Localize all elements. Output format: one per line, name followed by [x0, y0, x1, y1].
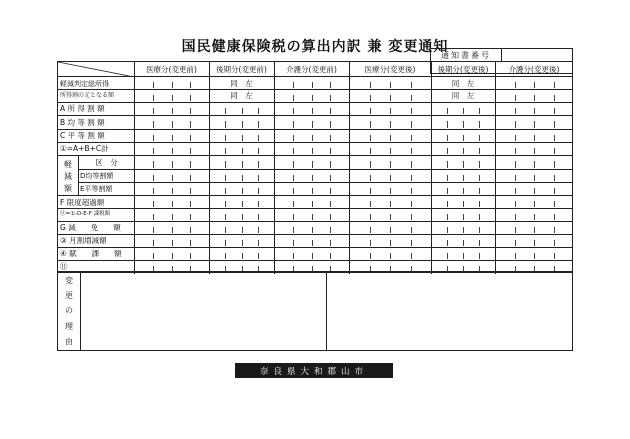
digit-tick	[172, 121, 173, 128]
digit-tick	[330, 121, 331, 128]
digit-tick	[225, 240, 226, 247]
reason-char: 更	[65, 291, 73, 301]
digit-tick	[479, 227, 480, 234]
digit-tick	[293, 82, 294, 89]
reduction-group-label	[61, 157, 75, 197]
divider	[431, 62, 432, 274]
digit-tick	[447, 148, 448, 155]
digit-tick	[293, 201, 294, 208]
row-label-taxable: ⑪=①-D-E-F 課税額	[60, 211, 111, 218]
digit-tick	[242, 201, 243, 208]
digit-tick	[225, 148, 226, 155]
digit-tick	[293, 240, 294, 247]
digit-tick	[447, 253, 448, 260]
digit-tick	[153, 108, 154, 115]
digit-tick	[479, 121, 480, 128]
digit-tick	[190, 95, 191, 102]
digit-tick	[330, 148, 331, 155]
digit-tick	[242, 121, 243, 128]
digit-tick	[330, 175, 331, 182]
digit-tick	[370, 121, 371, 128]
digit-tick	[293, 214, 294, 221]
digit-tick	[411, 214, 412, 221]
digit-tick	[390, 82, 391, 89]
digit-tick	[411, 201, 412, 208]
digit-tick	[293, 188, 294, 195]
digit-tick	[312, 161, 313, 168]
row-label-income-base: 所得割の元となる額	[60, 92, 115, 99]
digit-tick	[534, 148, 535, 155]
digit-tick	[390, 175, 391, 182]
row-label-subtotal: ①=A+B+C計	[60, 144, 109, 154]
digit-tick	[330, 201, 331, 208]
digit-tick	[479, 253, 480, 260]
digit-tick	[515, 95, 516, 102]
digit-tick	[153, 253, 154, 260]
digit-tick	[330, 95, 331, 102]
row-label-reduction-d: D均等割額	[80, 171, 114, 180]
digit-tick	[153, 82, 154, 89]
digit-tick	[312, 135, 313, 142]
digit-tick	[370, 188, 371, 195]
digit-tick	[190, 175, 191, 182]
header-medical-after: 医療分(変更後)	[364, 64, 416, 74]
digit-tick	[293, 227, 294, 234]
reason-char: の	[65, 306, 73, 316]
digit-tick	[153, 161, 154, 168]
digit-tick	[190, 148, 191, 155]
digit-tick	[242, 214, 243, 221]
digit-tick	[390, 201, 391, 208]
digit-tick	[172, 82, 173, 89]
digit-tick	[330, 135, 331, 142]
digit-tick	[447, 240, 448, 247]
digit-tick	[330, 214, 331, 221]
digit-tick	[258, 227, 259, 234]
digit-tick	[172, 135, 173, 142]
digit-tick	[515, 188, 516, 195]
divider	[134, 62, 135, 274]
same-as-left-1: 同 左	[230, 79, 253, 89]
digit-tick	[190, 253, 191, 260]
divider	[78, 155, 79, 195]
digit-tick	[293, 161, 294, 168]
digit-tick	[293, 175, 294, 182]
digit-tick	[225, 121, 226, 128]
digit-tick	[293, 95, 294, 102]
digit-tick	[554, 201, 555, 208]
digit-tick	[534, 253, 535, 260]
digit-tick	[463, 108, 464, 115]
digit-tick	[153, 188, 154, 195]
digit-tick	[554, 108, 555, 115]
digit-tick	[242, 135, 243, 142]
divider	[495, 62, 496, 274]
digit-tick	[411, 95, 412, 102]
digit-tick	[370, 214, 371, 221]
digit-tick	[293, 108, 294, 115]
digit-tick	[534, 135, 535, 142]
digit-tick	[153, 95, 154, 102]
digit-tick	[242, 227, 243, 234]
digit-tick	[534, 108, 535, 115]
digit-tick	[479, 148, 480, 155]
row-label-exemption: G 減 免 額	[60, 223, 121, 233]
digit-tick	[411, 121, 412, 128]
digit-tick	[312, 201, 313, 208]
digit-tick	[172, 188, 173, 195]
digit-tick	[370, 82, 371, 89]
digit-tick	[225, 161, 226, 168]
digit-tick	[312, 240, 313, 247]
header-care-after: 介護分(変更後)	[508, 64, 560, 74]
digit-tick	[242, 108, 243, 115]
digit-tick	[172, 148, 173, 155]
digit-tick	[534, 95, 535, 102]
digit-tick	[447, 121, 448, 128]
digit-tick	[242, 148, 243, 155]
digit-tick	[330, 240, 331, 247]
digit-tick	[554, 82, 555, 89]
digit-tick	[242, 253, 243, 260]
digit-tick	[330, 227, 331, 234]
digit-tick	[258, 201, 259, 208]
digit-tick	[515, 201, 516, 208]
reduction-char-2: 減	[64, 172, 72, 181]
digit-tick	[190, 135, 191, 142]
issuer-banner: 奈良県大和郡山市	[235, 363, 393, 378]
digit-tick	[515, 227, 516, 234]
digit-tick	[293, 253, 294, 260]
digit-tick	[370, 227, 371, 234]
row-label-reduction-e: E平等割額	[80, 184, 113, 193]
digit-tick	[172, 175, 173, 182]
digit-tick	[190, 227, 191, 234]
digit-tick	[411, 82, 412, 89]
digit-tick	[447, 135, 448, 142]
digit-tick	[463, 148, 464, 155]
digit-tick	[312, 227, 313, 234]
digit-tick	[534, 121, 535, 128]
digit-tick	[515, 135, 516, 142]
row-label-income-test: 軽減判定総所得	[60, 79, 109, 88]
digit-tick	[554, 161, 555, 168]
same-as-left-4: 同 左	[451, 91, 475, 101]
digit-tick	[554, 95, 555, 102]
change-reason-box	[57, 271, 573, 351]
digit-tick	[172, 161, 173, 168]
digit-tick	[411, 108, 412, 115]
digit-tick	[515, 175, 516, 182]
notice-number-field[interactable]	[501, 49, 573, 61]
digit-tick	[515, 253, 516, 260]
digit-tick	[447, 188, 448, 195]
digit-tick	[411, 161, 412, 168]
digit-tick	[479, 161, 480, 168]
digit-tick	[479, 201, 480, 208]
row-label-income-levy: A 所 得 割 額	[60, 104, 105, 114]
digit-tick	[330, 82, 331, 89]
digit-tick	[479, 188, 480, 195]
rule	[78, 182, 573, 183]
digit-tick	[411, 135, 412, 142]
digit-tick	[153, 201, 154, 208]
digit-tick	[515, 121, 516, 128]
digit-tick	[463, 188, 464, 195]
digit-tick	[515, 148, 516, 155]
digit-tick	[225, 227, 226, 234]
row-label-assessed: ④ 賦 課 額	[60, 249, 122, 259]
divider	[349, 62, 350, 274]
digit-tick	[242, 161, 243, 168]
header-care-before: 介護分(変更前)	[286, 64, 337, 74]
digit-tick	[312, 175, 313, 182]
digit-tick	[370, 201, 371, 208]
digit-tick	[172, 227, 173, 234]
digit-tick	[390, 161, 391, 168]
digit-tick	[411, 227, 412, 234]
digit-tick	[390, 121, 391, 128]
row-label-category: 区 分	[95, 158, 118, 168]
digit-tick	[370, 148, 371, 155]
digit-tick	[447, 108, 448, 115]
digit-tick	[463, 253, 464, 260]
digit-tick	[172, 95, 173, 102]
digit-tick	[479, 108, 480, 115]
header-elderly-after: 後期分(変更後)	[437, 64, 489, 74]
digit-tick	[172, 214, 173, 221]
digit-tick	[293, 148, 294, 155]
digit-tick	[258, 188, 259, 195]
digit-tick	[225, 135, 226, 142]
digit-tick	[172, 201, 173, 208]
digit-tick	[312, 121, 313, 128]
digit-tick	[172, 108, 173, 115]
digit-tick	[411, 240, 412, 247]
notice-number-label: 通知書番号	[441, 51, 491, 60]
digit-tick	[534, 161, 535, 168]
digit-tick	[534, 214, 535, 221]
digit-tick	[153, 175, 154, 182]
reason-char: 由	[65, 336, 73, 346]
digit-tick	[190, 161, 191, 168]
digit-tick	[330, 161, 331, 168]
digit-tick	[411, 148, 412, 155]
row-label-final: ⑪	[60, 261, 68, 271]
digit-tick	[242, 240, 243, 247]
digit-tick	[258, 175, 259, 182]
digit-tick	[312, 188, 313, 195]
digit-tick	[172, 253, 173, 260]
digit-tick	[411, 253, 412, 260]
digit-tick	[447, 214, 448, 221]
digit-tick	[534, 240, 535, 247]
digit-tick	[463, 121, 464, 128]
digit-tick	[370, 175, 371, 182]
digit-tick	[370, 161, 371, 168]
row-label-per-household: C 平 等 割 額	[60, 131, 105, 141]
digit-tick	[447, 161, 448, 168]
digit-tick	[479, 175, 480, 182]
divider	[209, 62, 210, 274]
digit-tick	[554, 135, 555, 142]
digit-tick	[447, 227, 448, 234]
digit-tick	[479, 135, 480, 142]
digit-tick	[258, 161, 259, 168]
row-label-per-capita: B 均 等 割 額	[60, 118, 105, 128]
digit-tick	[225, 188, 226, 195]
digit-tick	[190, 108, 191, 115]
digit-tick	[312, 95, 313, 102]
digit-tick	[258, 214, 259, 221]
digit-tick	[258, 121, 259, 128]
digit-tick	[534, 227, 535, 234]
digit-tick	[258, 148, 259, 155]
digit-tick	[242, 188, 243, 195]
digit-tick	[390, 95, 391, 102]
digit-tick	[411, 175, 412, 182]
digit-tick	[370, 253, 371, 260]
digit-tick	[330, 253, 331, 260]
digit-tick	[190, 214, 191, 221]
digit-tick	[463, 175, 464, 182]
digit-tick	[190, 121, 191, 128]
digit-tick	[390, 188, 391, 195]
digit-tick	[190, 188, 191, 195]
digit-tick	[153, 214, 154, 221]
digit-tick	[463, 214, 464, 221]
digit-tick	[554, 214, 555, 221]
digit-tick	[258, 253, 259, 260]
change-reason-label	[58, 272, 80, 350]
digit-tick	[190, 201, 191, 208]
digit-tick	[293, 121, 294, 128]
digit-tick	[447, 175, 448, 182]
digit-tick	[225, 201, 226, 208]
digit-tick	[312, 148, 313, 155]
digit-tick	[554, 240, 555, 247]
reason-char: 変	[65, 276, 73, 286]
header-elderly-before: 後期分(変更前)	[216, 64, 267, 74]
digit-tick	[463, 135, 464, 142]
digit-tick	[534, 82, 535, 89]
digit-tick	[390, 253, 391, 260]
digit-tick	[225, 253, 226, 260]
digit-tick	[390, 135, 391, 142]
digit-tick	[534, 188, 535, 195]
digit-tick	[225, 175, 226, 182]
digit-tick	[293, 135, 294, 142]
digit-tick	[390, 108, 391, 115]
digit-tick	[554, 253, 555, 260]
document-title: 国民健康保険税の算出内訳 兼 変更通知	[181, 39, 449, 55]
digit-tick	[554, 227, 555, 234]
digit-tick	[153, 227, 154, 234]
digit-tick	[190, 240, 191, 247]
digit-tick	[554, 148, 555, 155]
digit-tick	[258, 135, 259, 142]
digit-tick	[515, 161, 516, 168]
digit-tick	[463, 240, 464, 247]
digit-tick	[554, 175, 555, 182]
digit-tick	[534, 175, 535, 182]
digit-tick	[153, 148, 154, 155]
reason-char: 理	[65, 321, 73, 331]
digit-tick	[447, 201, 448, 208]
digit-tick	[515, 214, 516, 221]
digit-tick	[153, 135, 154, 142]
digit-tick	[554, 121, 555, 128]
reduction-char-3: 額	[64, 184, 72, 193]
digit-tick	[370, 240, 371, 247]
reason-after-field[interactable]	[327, 272, 572, 350]
same-as-left-3: 同 左	[451, 79, 475, 89]
digit-tick	[479, 214, 480, 221]
digit-tick	[225, 214, 226, 221]
row-label-limit-excess: F 限度超過額	[60, 198, 105, 208]
rule	[78, 169, 573, 170]
header-medical-before: 医療分(変更前)	[146, 64, 197, 74]
digit-tick	[330, 108, 331, 115]
digit-tick	[225, 108, 226, 115]
digit-tick	[312, 108, 313, 115]
calculation-table	[57, 61, 573, 273]
digit-tick	[534, 201, 535, 208]
digit-tick	[370, 95, 371, 102]
digit-tick	[390, 240, 391, 247]
digit-tick	[258, 240, 259, 247]
digit-tick	[370, 108, 371, 115]
digit-tick	[258, 108, 259, 115]
row-label-monthly-adjust: ③ 月割増減額	[60, 236, 107, 246]
reduction-char-1: 軽	[64, 160, 72, 169]
digit-tick	[370, 135, 371, 142]
digit-tick	[463, 161, 464, 168]
digit-tick	[515, 82, 516, 89]
header-diagonal	[58, 62, 134, 77]
digit-tick	[312, 82, 313, 89]
digit-tick	[390, 214, 391, 221]
digit-tick	[411, 188, 412, 195]
digit-tick	[554, 188, 555, 195]
digit-tick	[463, 201, 464, 208]
digit-tick	[515, 108, 516, 115]
digit-tick	[330, 188, 331, 195]
digit-tick	[153, 121, 154, 128]
digit-tick	[390, 227, 391, 234]
digit-tick	[172, 240, 173, 247]
digit-tick	[515, 240, 516, 247]
digit-tick	[312, 253, 313, 260]
same-as-left-2: 同 左	[230, 91, 253, 101]
reason-before-field[interactable]	[81, 272, 325, 350]
digit-tick	[312, 214, 313, 221]
divider	[274, 62, 275, 274]
digit-tick	[190, 82, 191, 89]
digit-tick	[390, 148, 391, 155]
digit-tick	[479, 240, 480, 247]
digit-tick	[463, 227, 464, 234]
digit-tick	[242, 175, 243, 182]
digit-tick	[153, 240, 154, 247]
